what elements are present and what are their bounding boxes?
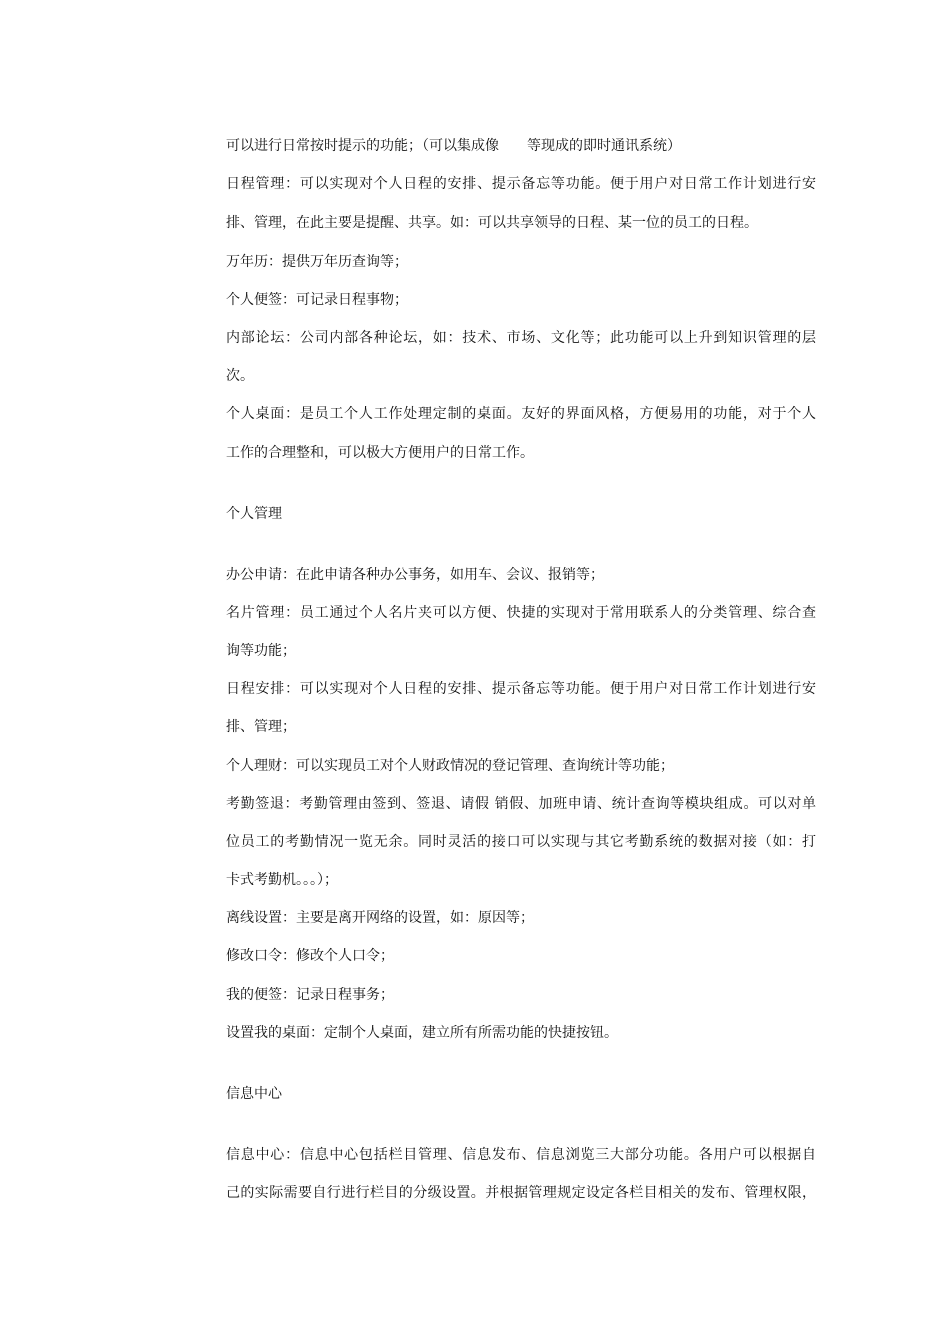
paragraph-line: 日程管理：可以实现对个人日程的安排、提示备忘等功能。便于用户对日常工作计划进行安 — [226, 176, 816, 192]
paragraph-line: 我的便签：记录日程事务； — [226, 987, 394, 1003]
paragraph-line: 个人便签：可记录日程事物； — [226, 292, 408, 308]
paragraph-line: 修改口令：修改个人口令； — [226, 948, 394, 964]
line-text-part: 可以进行日常按时提示的功能；（可以集成像 — [226, 138, 499, 154]
paragraph-line: 工作的合理整和，可以极大方便用户的日常工作。 — [226, 445, 534, 461]
paragraph-line: 日程安排：可以实现对个人日程的安排、提示备忘等功能。便于用户对日常工作计划进行安 — [226, 681, 816, 697]
paragraph-line: 己的实际需要自行进行栏目的分级设置。并根据管理规定设定各栏目相关的发布、管理权限， — [226, 1185, 816, 1201]
paragraph-line: 排、管理，在此主要是提醒、共享。如：可以共享领导的日程、某一位的员工的日程。 — [226, 215, 758, 231]
paragraph-line: 次。 — [226, 368, 254, 384]
paragraph-line: 考勤签退：考勤管理由签到、签退、请假 销假、加班申请、统计查询等模块组成。可以对单 — [226, 796, 816, 812]
paragraph-line: 排、管理； — [226, 719, 296, 735]
paragraph-line: 名片管理：员工通过个人名片夹可以方便、快捷的实现对于常用联系人的分类管理、综合查 — [226, 605, 816, 621]
line-text-part: 等现成的即时通讯系统） — [527, 138, 681, 154]
paragraph-line: 询等功能； — [226, 643, 296, 659]
paragraph-line — [226, 136, 816, 156]
paragraph-line: 个人桌面：是员工个人工作处理定制的桌面。友好的界面风格，方便易用的功能，对于个人 — [226, 406, 816, 422]
paragraph-line: 位员工的考勤情况一览无余。同时灵活的接口可以实现与其它考勤系统的数据对接（如：打 — [226, 834, 816, 850]
section-heading: 信息中心 — [226, 1086, 282, 1102]
paragraph-line: 个人理财：可以实现员工对个人财政情况的登记管理、查询统计等功能； — [226, 758, 674, 774]
paragraph-line: 内部论坛：公司内部各种论坛，如：技术、市场、文化等；此功能可以上升到知识管理的层 — [226, 330, 816, 346]
section-heading: 个人管理 — [226, 506, 282, 522]
paragraph-line: 信息中心：信息中心包括栏目管理、信息发布、信息浏览三大部分功能。各用户可以根据自 — [226, 1147, 816, 1163]
paragraph-line: 万年历：提供万年历查询等； — [226, 254, 408, 270]
paragraph-line: 办公申请：在此申请各种办公事务，如用车、会议、报销等； — [226, 567, 604, 583]
paragraph-line: 卡式考勤机。。。）； — [226, 872, 338, 888]
paragraph-line: 离线设置：主要是离开网络的设置，如：原因等； — [226, 910, 534, 926]
paragraph-line: 设置我的桌面：定制个人桌面，建立所有所需功能的快捷按钮。 — [226, 1025, 618, 1041]
